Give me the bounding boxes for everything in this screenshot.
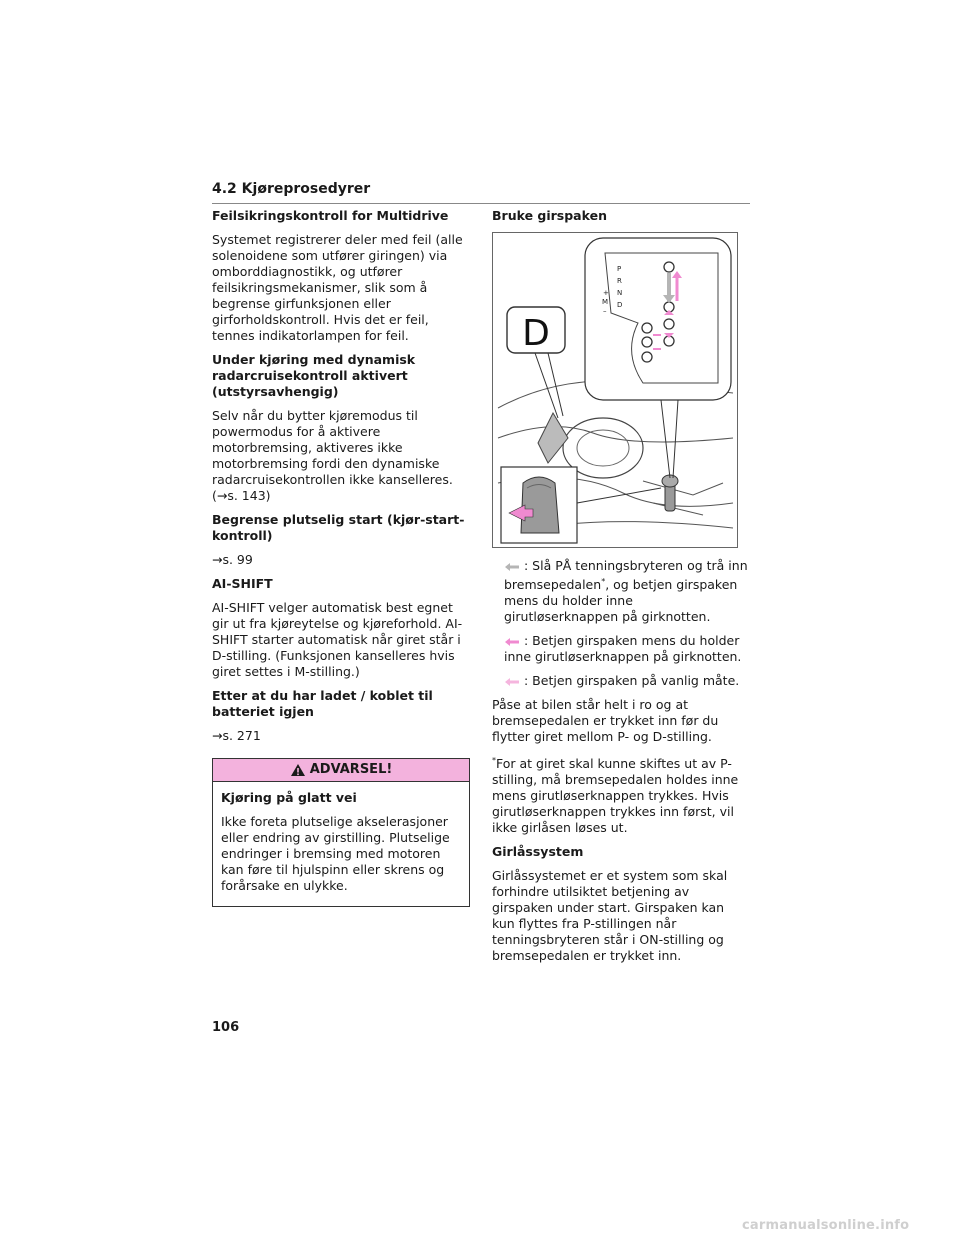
warning-box — [212, 758, 470, 907]
gear-letter-minus: – — [603, 307, 607, 315]
gear-letter-d: D — [617, 301, 623, 309]
warning-label: ADVARSEL! — [309, 762, 393, 777]
gear-lever-figure — [492, 232, 738, 548]
body-radar-cruise: Selv når du bytter kjøremodus til powermodus for å aktivere motorbremsing, aktiveres ikke motorbremsing fordi den dynamiske radarcruisekontrollen ikke kanselleres. (→s. 143) — [212, 408, 453, 503]
section-header — [212, 178, 750, 204]
footnote-text: For at giret skal kunne skiftes ut av P-stilling, må bremsepedalen holdes inne mens girutløserknappen trykkes. Hvis girutløserknappen trykkes inn først, vil ikke girlåsen løses ut. — [492, 756, 739, 836]
right-column — [492, 208, 750, 972]
gear-letter-n: N — [617, 289, 623, 297]
body-shift-lock: Girlåssystemet er et system som skal forhindre utilsiktet betjening av girspaken under start. Girspaken kan kun flyttes fra P-stillingen når tenningsbryteren står i ON-stilling og bremsepedalen er trykket inn. — [492, 868, 728, 964]
warning-title: Kjøring på glatt vei — [221, 790, 357, 805]
section-title: 4.2 Kjøreprosedyrer — [212, 181, 371, 197]
body-start-control: →s. 99 — [212, 552, 253, 567]
legend-3-text: : Betjen girspaken på vanlig måte. — [524, 673, 740, 689]
heading-battery: Etter at du har ladet / koblet til batteriet igjen — [212, 688, 433, 719]
warning-bar — [213, 759, 469, 782]
heading-start-control: Begrense plutselig start (kjør-start-kontroll) — [212, 512, 465, 543]
gray-arrow-icon — [504, 562, 520, 572]
heading-ai-shift: AI-SHIFT — [212, 576, 273, 591]
gear-lever-illustration — [493, 233, 737, 547]
indicator-d: D — [522, 313, 550, 354]
warning-text: Ikke foreta plutselige akselerasjoner eller endring av girstilling. Plutselige endringer i bremsing med motoren kan føre til hjulspinn eller skrens og forårsake en ulykke. — [221, 814, 450, 893]
heading-gear-lever: Bruke girspaken — [492, 208, 607, 223]
legend-row-1 — [504, 558, 750, 625]
legend-row-2 — [504, 633, 750, 665]
heading-radar-cruise: Under kjøring med dynamisk radarcruisekontroll aktivert (utstyrsavhengig) — [212, 352, 416, 399]
light-pink-arrow-icon — [504, 677, 520, 687]
legend-1-asterisk: * — [601, 577, 606, 586]
warning-triangle-icon — [290, 763, 306, 777]
body-brake-note: Påse at bilen står helt i ro og at bremsepedalen er trykket inn før du flytter giret mellom P- og D-stilling. — [492, 697, 719, 745]
gear-letter-plus: + — [603, 289, 609, 297]
page-number: 106 — [212, 1020, 240, 1035]
body-failsafe: Systemet registrerer deler med feil (alle solenoidene som utfører giringen) via omborddiagnostikk, og utfører feilsikringsmekanismer, slik som å begrense girfunksjonen eller girforholdskontroll. Hvis det er feil, tennes indikatorlampen for feil. — [212, 232, 463, 343]
legend-row-3 — [504, 673, 750, 689]
gear-letter-r: R — [617, 277, 622, 285]
gear-letter-m: M — [602, 298, 609, 306]
gear-letter-p: P — [617, 265, 622, 273]
heading-failsafe: Feilsikringskontroll for Multidrive — [212, 208, 449, 223]
legend-1-text-b: , og betjen girspaken mens du holder inne girutløserknappen på girknotten. — [504, 577, 738, 625]
left-column — [212, 208, 470, 907]
legend-2-text: : Betjen girspaken mens du holder inne girutløserknappen på girknotten. — [504, 633, 742, 665]
heading-shift-lock: Girlåssystem — [492, 844, 584, 860]
warning-body — [213, 782, 469, 906]
footnote-asterisk: * — [492, 756, 496, 766]
body-battery: →s. 271 — [212, 728, 261, 743]
footnote — [492, 753, 750, 836]
body-ai-shift: AI-SHIFT velger automatisk best egnet gir ut fra kjøreytelse og kjøreforhold. AI-SHIFT starter automatisk når giret står i D-stilling. (Funksjonen kanselleres hvis giret settes i M-stilling.) — [212, 600, 463, 679]
pink-arrow-icon — [504, 637, 520, 647]
watermark: carmanualsonline.info — [742, 1218, 910, 1233]
legend-1-text-a: : Slå PÅ tenningsbryteren og trå inn bremsepedalen — [504, 558, 748, 593]
